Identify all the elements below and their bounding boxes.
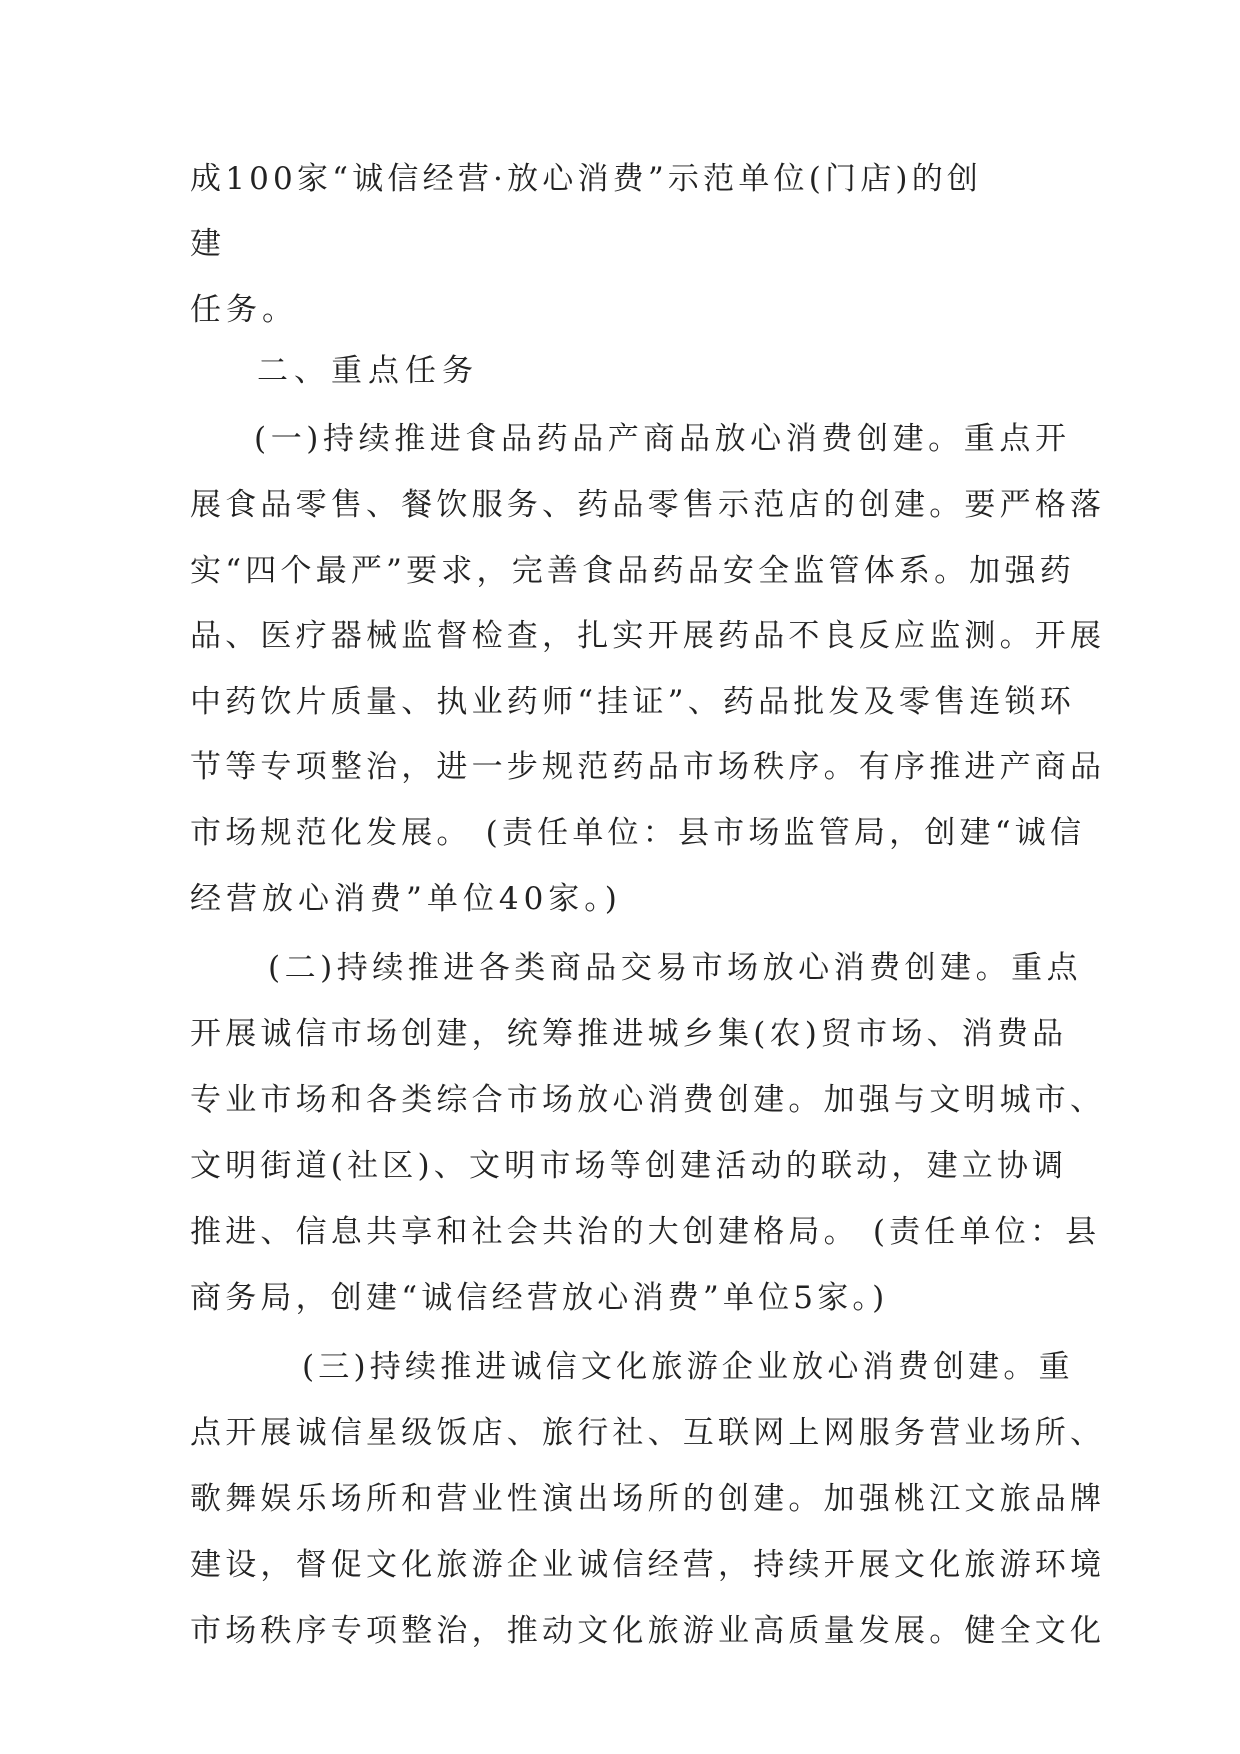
text-line: 推进、信息共享和社会共治的大创建格局。 (责任单位：县 [190, 1214, 1101, 1250]
text-line: 建设，督促文化旅游企业诚信经营，持续开展文化旅游环境 [190, 1547, 1106, 1583]
text-line: 商务局，创建“诚信经营放心消费”单位5家。) [190, 1280, 889, 1316]
text-line: 任务。 [190, 292, 298, 328]
paragraph-3-start: (三)持续推进诚信文化旅游企业放心消费创建。重 [302, 1349, 1074, 1385]
text-line: 市场秩序专项整治，推动文化旅游业高质量发展。健全文化 [190, 1613, 1106, 1649]
text-line: 品、医疗器械监督检查，扎实开展药品不良反应监测。开展 [190, 618, 1106, 654]
text-line: 实“四个最严”要求，完善食品药品安全监管体系。加强药 [190, 553, 1075, 589]
paragraph-2-start: (二)持续推进各类商品交易市场放心消费创建。重点 [268, 950, 1083, 986]
text-line: 点开展诚信星级饭店、旅行社、互联网上网服务营业场所、 [190, 1415, 1106, 1451]
text-line: 文明街道(社区)、文明市场等创建活动的联动，建立协调 [190, 1148, 1068, 1184]
text-line: 建 [190, 226, 226, 262]
text-line: 经营放心消费”单位40家。) [190, 881, 622, 917]
text-line: 歌舞娱乐场所和营业性演出场所的创建。加强桃江文旅品牌 [190, 1481, 1106, 1517]
section-heading: 二、重点任务 [257, 353, 479, 389]
text-line: 节等专项整治，进一步规范药品市场秩序。有序推进产商品 [190, 749, 1106, 785]
text-line: 中药饮片质量、执业药师“挂证”、药品批发及零售连锁环 [190, 684, 1075, 720]
text-line: 成100家“诚信经营·放心消费”示范单位(门店)的创 [190, 161, 983, 197]
text-line: 市场规范化发展。 (责任单位：县市场监管局，创建“诚信 [190, 815, 1086, 851]
text-line: 开展诚信市场创建，统筹推进城乡集(农)贸市场、消费品 [190, 1016, 1068, 1052]
text-line: 专业市场和各类综合市场放心消费创建。加强与文明城市、 [190, 1082, 1106, 1118]
text-line: 展食品零售、餐饮服务、药品零售示范店的创建。要严格落 [190, 487, 1106, 523]
paragraph-1-start: (一)持续推进食品药品产商品放心消费创建。重点开 [254, 421, 1071, 457]
